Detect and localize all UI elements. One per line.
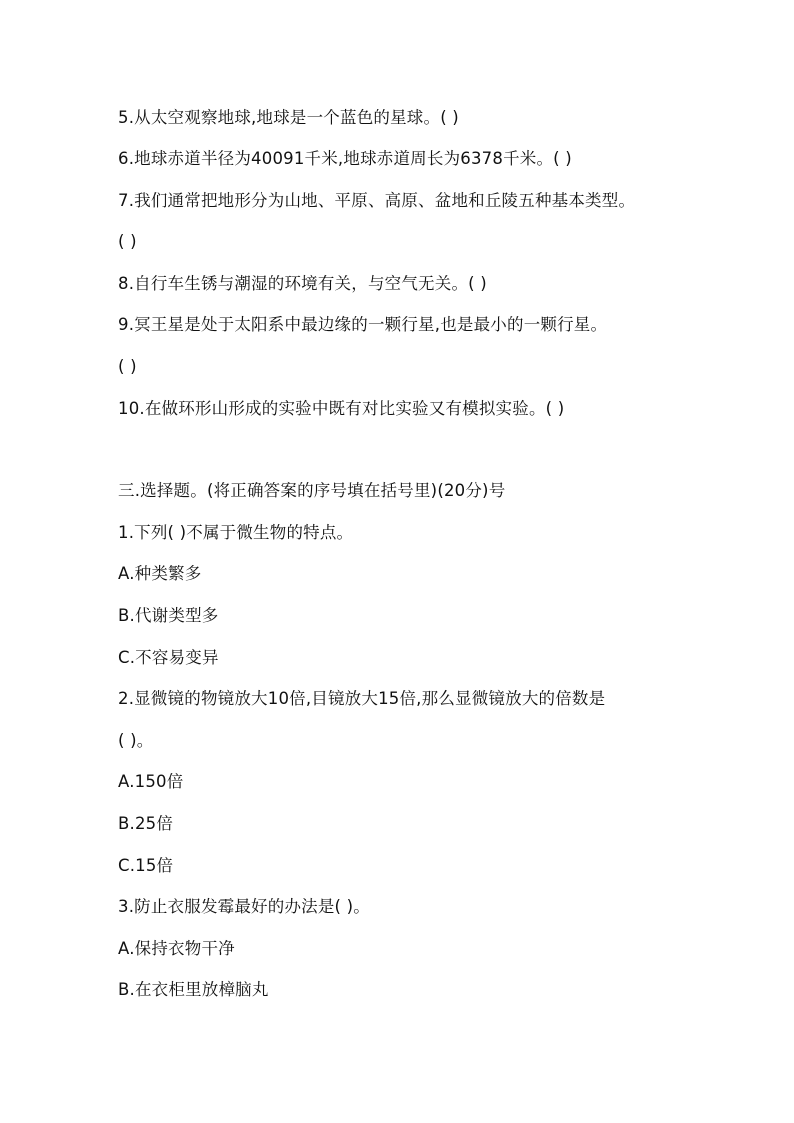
mc-q2-option-c: C.15倍	[118, 856, 174, 875]
mc-q2-option-b: B.25倍	[118, 814, 174, 833]
tf-question-7: 7.我们通常把地形分为山地、平原、高原、盆地和丘陵五种基本类型。	[118, 191, 636, 210]
tf-question-9: 9.冥王星是处于太阳系中最边缘的一颗行星,也是最小的一颗行星。	[118, 315, 608, 334]
tf-question-5: 5.从太空观察地球,地球是一个蓝色的星球。( )	[118, 108, 459, 127]
tf-question-9-answer: ( )	[118, 357, 137, 376]
mc-q1-option-b: B.代谢类型多	[118, 606, 219, 625]
mc-q1-option-c: C.不容易变异	[118, 648, 219, 667]
tf-question-8: 8.自行车生锈与潮湿的环境有关，与空气无关。( )	[118, 274, 487, 293]
mc-question-3: 3.防止衣服发霉最好的办法是( )。	[118, 897, 370, 916]
tf-question-7-answer: ( )	[118, 232, 137, 251]
mc-q2-option-a: A.150倍	[118, 772, 184, 791]
tf-question-6: 6.地球赤道半径为40091千米,地球赤道周长为6378千米。( )	[118, 149, 572, 168]
tf-question-10: 10.在做环形山形成的实验中既有对比实验又有模拟实验。( )	[118, 399, 565, 418]
mc-q1-option-a: A.种类繁多	[118, 564, 202, 583]
mc-question-1: 1.下列( )不属于微生物的特点。	[118, 523, 354, 542]
mc-question-2-answer: ( )。	[118, 731, 154, 750]
mc-question-2: 2.显微镜的物镜放大10倍,目镜放大15倍,那么显微镜放大的倍数是	[118, 689, 606, 708]
mc-q3-option-b: B.在衣柜里放樟脑丸	[118, 980, 269, 999]
mc-q3-option-a: A.保持衣物干净	[118, 939, 235, 958]
section-heading: 三.选择题。(将正确答案的序号填在括号里)(20分)号	[118, 481, 506, 500]
